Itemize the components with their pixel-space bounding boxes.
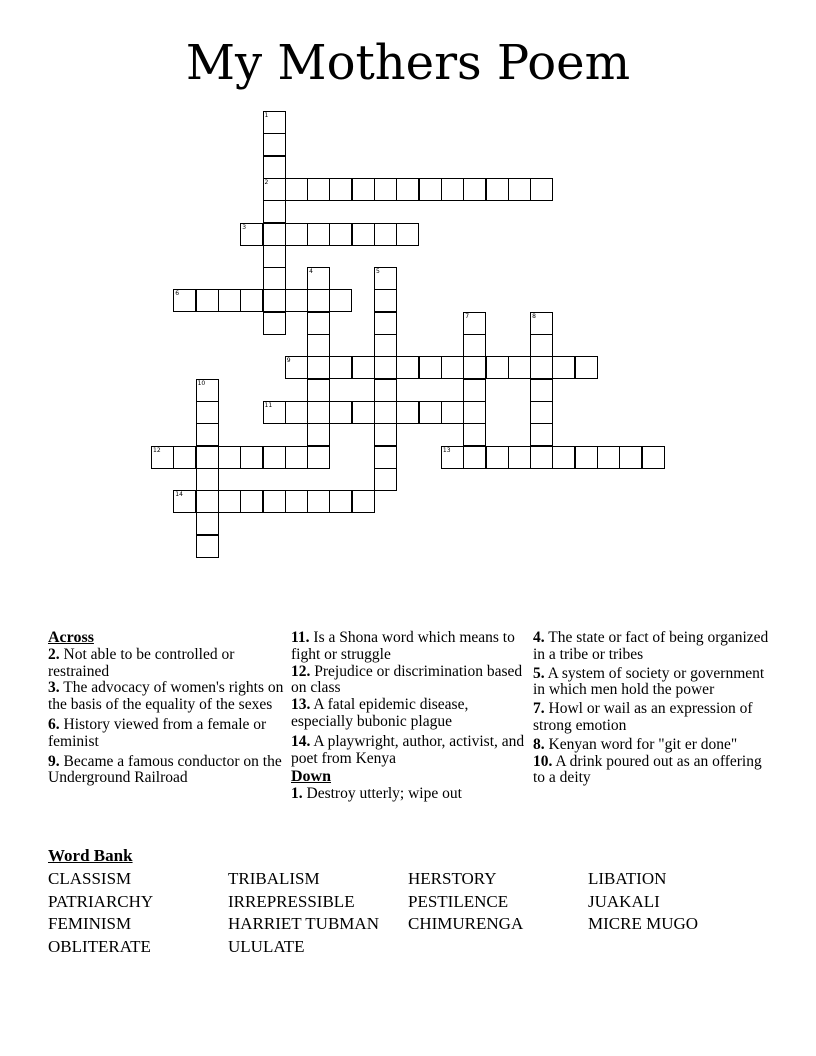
- cell-number: 10: [197, 379, 206, 387]
- grid-cell[interactable]: [307, 423, 330, 446]
- grid-cell[interactable]: [374, 312, 397, 335]
- grid-cell[interactable]: [374, 468, 397, 491]
- grid-cell[interactable]: [463, 379, 486, 402]
- grid-cell[interactable]: [196, 490, 219, 513]
- grid-cell[interactable]: [329, 356, 352, 379]
- cell-number: 5: [376, 268, 380, 276]
- clue-across-6: 6. History viewed from a female or feminist: [48, 715, 267, 750]
- grid-cell[interactable]: [575, 356, 598, 379]
- word-bank-item: LIBATION: [588, 869, 667, 888]
- grid-cell[interactable]: [263, 446, 286, 469]
- grid-cell[interactable]: [486, 178, 509, 201]
- grid-cell[interactable]: [374, 423, 397, 446]
- grid-cell[interactable]: [263, 111, 286, 134]
- grid-cell[interactable]: [463, 334, 486, 357]
- grid-cell[interactable]: [218, 446, 241, 469]
- grid-cell[interactable]: [151, 446, 174, 469]
- grid-cell[interactable]: [441, 356, 464, 379]
- clue-across-14: 14. A playwright, author, activist, and poet from Kenya: [291, 732, 525, 767]
- grid-cell[interactable]: [307, 223, 330, 246]
- grid-cell[interactable]: [307, 490, 330, 513]
- cell-number: 8: [532, 312, 536, 320]
- grid-cell[interactable]: [285, 401, 308, 424]
- grid-cell[interactable]: [196, 446, 219, 469]
- grid-cell[interactable]: [285, 289, 308, 312]
- grid-cell[interactable]: [352, 356, 375, 379]
- grid-cell[interactable]: [419, 178, 442, 201]
- grid-cell[interactable]: [396, 401, 419, 424]
- grid-cell[interactable]: [329, 490, 352, 513]
- grid-cell[interactable]: [307, 379, 330, 402]
- cell-number: 9: [286, 357, 291, 365]
- cell-number: 11: [264, 401, 273, 409]
- grid-cell[interactable]: [307, 267, 330, 290]
- grid-cell[interactable]: [196, 423, 219, 446]
- word-bank-item: HERSTORY: [408, 869, 497, 888]
- grid-cell[interactable]: [530, 446, 553, 469]
- word-bank-item: CLASSISM: [48, 869, 132, 888]
- grid-cell[interactable]: [396, 223, 419, 246]
- cell-number: 6: [175, 290, 180, 298]
- cell-number: 13: [442, 446, 451, 454]
- cell-number: 14: [175, 491, 183, 499]
- grid-cell[interactable]: [508, 178, 531, 201]
- grid-cell[interactable]: [419, 401, 442, 424]
- grid-cell[interactable]: [530, 178, 553, 201]
- grid-cell[interactable]: [329, 289, 352, 312]
- grid-cell[interactable]: [619, 446, 642, 469]
- grid-cell[interactable]: [285, 446, 308, 469]
- grid-cell[interactable]: [575, 446, 598, 469]
- word-bank-item: ULULATE: [228, 937, 305, 957]
- grid-cell[interactable]: [307, 312, 330, 335]
- clue-down-10: 10. A drink poured out as an offering to a deity: [533, 752, 762, 787]
- grid-cell[interactable]: [396, 178, 419, 201]
- cell-number: 4: [309, 268, 313, 276]
- grid-cell[interactable]: [352, 223, 375, 246]
- clue-across-2: 2. Not able to be controlled or restrained: [48, 645, 235, 680]
- cell-number: 7: [465, 312, 470, 320]
- grid-cell[interactable]: [218, 289, 241, 312]
- grid-cell[interactable]: [530, 423, 553, 446]
- grid-cell[interactable]: [196, 512, 219, 535]
- grid-cell[interactable]: [240, 289, 263, 312]
- grid-cell[interactable]: [263, 223, 286, 246]
- grid-cell[interactable]: [374, 178, 397, 201]
- grid-cell[interactable]: [530, 312, 553, 335]
- word-bank-item: TRIBALISM: [228, 869, 320, 888]
- grid-cell[interactable]: [196, 401, 219, 424]
- word-bank: [48, 868, 788, 959]
- grid-cell[interactable]: [263, 289, 286, 312]
- clue-column-1: [48, 630, 284, 787]
- clue-down-4: 4. The state or fact of being organized in a tribe or tribes: [533, 629, 769, 663]
- grid-cell[interactable]: [441, 178, 464, 201]
- grid-cell[interactable]: [374, 356, 397, 379]
- grid-cell[interactable]: [173, 289, 196, 312]
- grid-cell[interactable]: [263, 312, 286, 335]
- grid-cell[interactable]: [263, 133, 286, 156]
- grid-cell[interactable]: [307, 446, 330, 469]
- grid-cell[interactable]: [552, 446, 575, 469]
- grid-cell[interactable]: [530, 401, 553, 424]
- grid-cell[interactable]: [374, 379, 397, 402]
- grid-cell[interactable]: [329, 178, 352, 201]
- across-heading: Across: [48, 629, 94, 646]
- grid-cell[interactable]: [329, 401, 352, 424]
- clue-down-8: 8. Kenyan word for "git er done": [533, 735, 738, 753]
- grid-cell[interactable]: [263, 200, 286, 223]
- grid-cell[interactable]: [374, 289, 397, 312]
- word-bank-item: FEMINISM: [48, 914, 132, 934]
- grid-cell[interactable]: [597, 446, 620, 469]
- grid-cell[interactable]: [173, 446, 196, 469]
- grid-cell[interactable]: [419, 356, 442, 379]
- grid-cell[interactable]: [352, 178, 375, 201]
- grid-cell[interactable]: [396, 356, 419, 379]
- grid-cell[interactable]: [196, 379, 219, 402]
- grid-cell[interactable]: [463, 356, 486, 379]
- grid-cell[interactable]: [374, 267, 397, 290]
- grid-cell[interactable]: [441, 446, 464, 469]
- grid-cell[interactable]: [508, 446, 531, 469]
- cell-number: 2: [264, 178, 269, 186]
- grid-cell[interactable]: [263, 245, 286, 268]
- grid-cell[interactable]: [196, 535, 219, 558]
- grid-cell[interactable]: [530, 356, 553, 379]
- clue-down-5: 5. A system of society or government in which men hold the power: [533, 664, 765, 699]
- grid-cell[interactable]: [263, 490, 286, 513]
- grid-cell[interactable]: [263, 156, 286, 179]
- grid-cell[interactable]: [218, 490, 241, 513]
- grid-cell[interactable]: [463, 423, 486, 446]
- grid-cell[interactable]: [374, 401, 397, 424]
- clue-across-9: 9. Became a famous conductor on the Underground Railroad: [48, 752, 282, 787]
- grid-cell[interactable]: [486, 356, 509, 379]
- word-bank-item: JUAKALI: [588, 891, 660, 911]
- grid-cell[interactable]: [463, 178, 486, 201]
- word-bank-item: HARRIET TUBMAN: [228, 914, 379, 934]
- grid-cell[interactable]: [196, 289, 219, 312]
- grid-cell[interactable]: [530, 334, 553, 357]
- grid-cell[interactable]: [240, 446, 263, 469]
- grid-cell[interactable]: [463, 312, 486, 335]
- grid-cell[interactable]: [307, 356, 330, 379]
- clue-across-12: 12. Prejudice or discrimination based on class: [291, 662, 523, 697]
- grid-cell[interactable]: [374, 334, 397, 357]
- grid-cell[interactable]: [285, 356, 308, 379]
- grid-cell[interactable]: [307, 289, 330, 312]
- word-bank-item: PATRIARCHY: [48, 891, 154, 911]
- grid-cell[interactable]: [552, 356, 575, 379]
- grid-cell[interactable]: [642, 446, 665, 469]
- grid-cell[interactable]: [240, 223, 263, 246]
- word-bank-item: IRREPRESSIBLE: [228, 891, 355, 911]
- cell-number: 12: [153, 446, 161, 454]
- word-bank-item: CHIMURENGA: [408, 914, 524, 934]
- grid-cell[interactable]: [530, 379, 553, 402]
- grid-cell[interactable]: [173, 490, 196, 513]
- cell-number: 3: [242, 223, 247, 231]
- grid-cell[interactable]: [374, 446, 397, 469]
- grid-cell[interactable]: [441, 401, 464, 424]
- word-bank-item: PESTILENCE: [408, 891, 509, 911]
- grid-cell[interactable]: [285, 178, 308, 201]
- clue-across-11: 11. Is a Shona word which means to fight or struggle: [291, 629, 515, 663]
- clue-across-13: 13. A fatal epidemic disease, especially bubonic plague: [291, 696, 469, 730]
- grid-cell[interactable]: [352, 401, 375, 424]
- grid-cell[interactable]: [285, 490, 308, 513]
- grid-cell[interactable]: [263, 267, 286, 290]
- clue-down-1: 1. Destroy utterly; wipe out: [291, 785, 462, 803]
- clue-down-7: 7. Howl or wail as an expression of strong emotion: [533, 700, 753, 734]
- word-bank-heading: Word Bank: [48, 846, 133, 865]
- word-bank-item: MICRE MUGO: [588, 914, 699, 934]
- grid-cell[interactable]: [307, 401, 330, 424]
- grid-cell[interactable]: [329, 223, 352, 246]
- page-title: My Mothers Poem: [185, 35, 631, 91]
- clue-across-3: 3. The advocacy of women's rights on the basis of the equality of the sexes: [48, 679, 284, 714]
- grid-cell[interactable]: [508, 356, 531, 379]
- grid-cell[interactable]: [374, 223, 397, 246]
- grid-cell[interactable]: [307, 178, 330, 201]
- grid-cell[interactable]: [352, 490, 375, 513]
- grid-cell[interactable]: [307, 334, 330, 357]
- clue-column-2: [291, 630, 527, 803]
- grid-cell[interactable]: [463, 446, 486, 469]
- grid-cell[interactable]: [463, 401, 486, 424]
- down-heading: Down: [291, 768, 332, 786]
- word-bank-item: OBLITERATE: [48, 937, 151, 957]
- grid-cell[interactable]: [486, 446, 509, 469]
- grid-cell[interactable]: [196, 468, 219, 491]
- grid-cell[interactable]: [285, 223, 308, 246]
- cell-number: 1: [264, 112, 269, 119]
- grid-cell[interactable]: [263, 401, 286, 424]
- clue-column-3: [533, 630, 773, 787]
- grid-cell[interactable]: [240, 490, 263, 513]
- grid-cell[interactable]: [263, 178, 286, 201]
